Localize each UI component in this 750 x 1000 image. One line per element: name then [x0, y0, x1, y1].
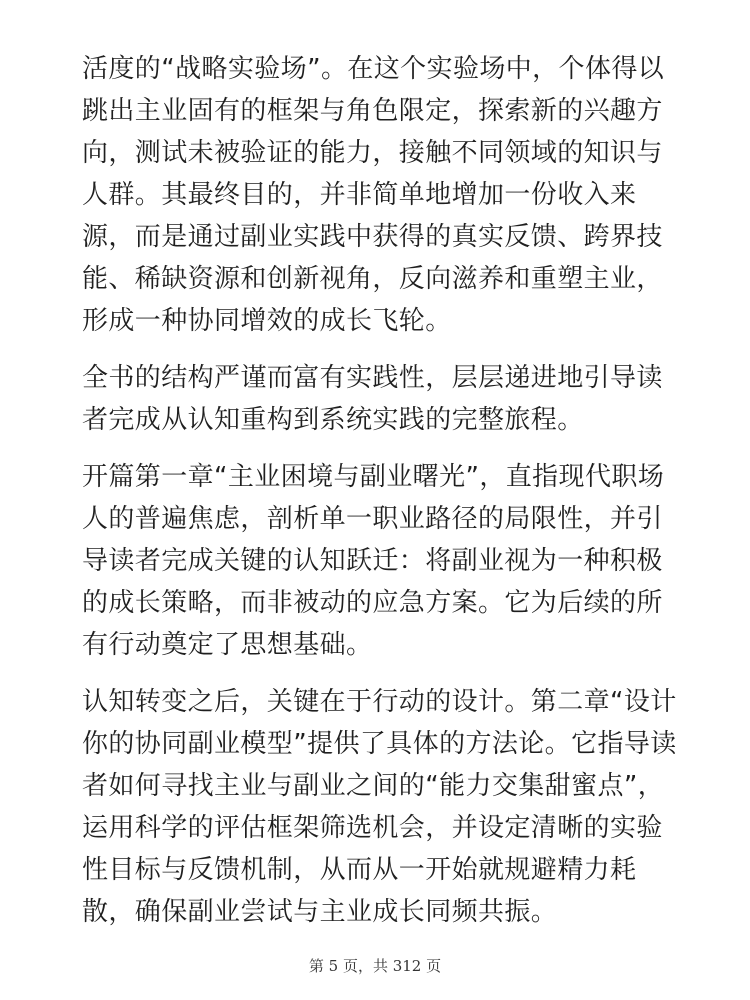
paragraph-2: 全书的结构严谨而富有实践性，层层递进地引导读者完成从认知重构到系统实践的完整旅程。: [82, 363, 663, 435]
paragraph-4: 认知转变之后，关键在于行动的设计。第二章“设计你的协同副业模型”提供了具体的方法论。它指导读者如何寻找主业与副业之间的“能力交集甜蜜点”，运用科学的评估框架筛选机会，并设定清晰的实验性目标与反馈机制，从而从一开始就规避精力耗散，确保副业尝试与主业成长同频共振。: [82, 687, 677, 927]
page-body: [82, 48, 682, 948]
paragraph-1: 活度的“战略实验场”。在这个实验场中，个体得以跳出主业固有的框架与角色限定，探索新的兴趣方向，测试未被验证的能力，接触不同领域的知识与人群。其最终目的，并非简单地增加一份收入来源，而是通过副业实践中获得的真实反馈、跨界技能、稀缺资源和创新视角，反向滋养和重塑主业，形成一种协同增效的成长飞轮。: [82, 54, 665, 336]
page-number-footer: 第 5 页，共 312 页: [308, 957, 442, 975]
paragraph-3: 开篇第一章“主业困境与副业曙光”，直指现代职场人的普遍焦虑，剖析单一职业路径的局限性，并引导读者完成关键的认知跃迁：将副业视为一种积极的成长策略，而非被动的应急方案。它为后续的所有行动奠定了思想基础。: [82, 462, 665, 660]
